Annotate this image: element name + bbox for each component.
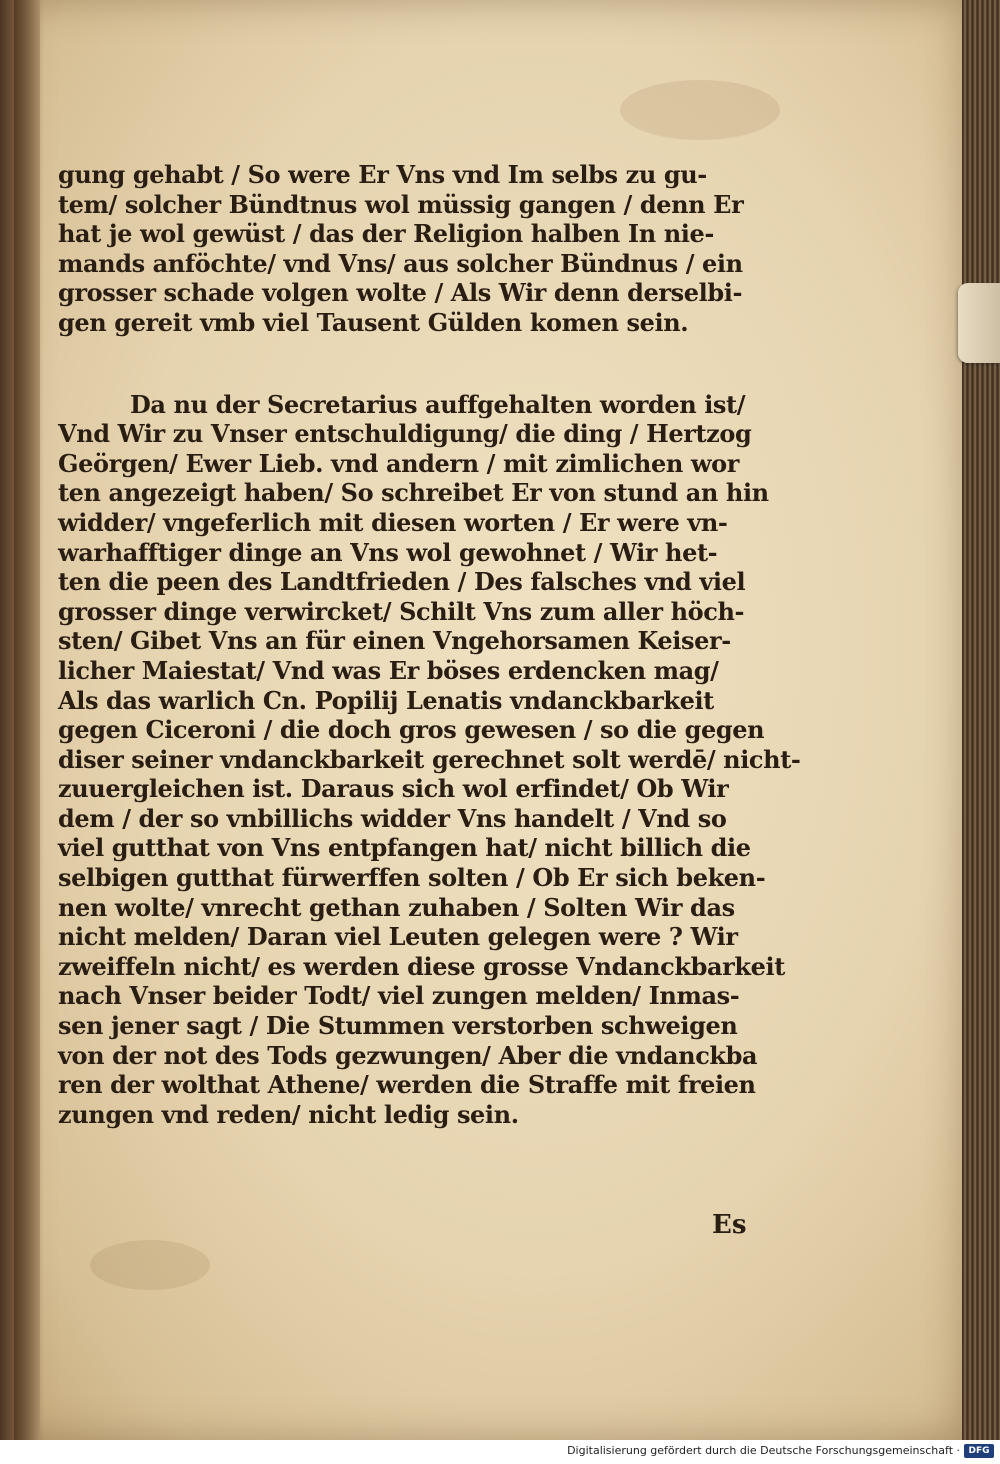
text-line: nen wolte/ vnrecht gethan zuhaben / Solten Wir das — [58, 892, 735, 922]
text-line: dem / der so vnbillichs widder Vns handelt / Vnd so — [58, 803, 727, 833]
funding-notice: Digitalisierung gefördert durch die Deutsche Forschungsgemeinschaft · — [567, 1444, 960, 1457]
text-line: Als das warlich Cn. Popilij Lenatis vndanckbarkeit — [58, 685, 714, 715]
text-line: mands anföchte/ vnd Vns/ aus solcher Bündnus / ein — [58, 248, 743, 278]
text-line: grosser dinge verwircket/ Schilt Vns zum aller höch- — [58, 596, 745, 626]
text-line: licher Maiestat/ Vnd was Er böses erdencken mag/ — [58, 655, 719, 685]
text-line: tem/ solcher Bündtnus wol müssig gangen / denn Er — [58, 189, 744, 219]
text-line: sten/ Gibet Vns an für einen Vngehorsamen Keiser- — [58, 626, 731, 656]
text-line: zungen vnd reden/ nicht ledig sein. — [58, 1099, 519, 1129]
text-line: nicht melden/ Daran viel Leuten gelegen were ? Wir — [58, 922, 738, 952]
text-line: gen gereit vmb viel Tausent Gülden komen sein. — [58, 307, 689, 337]
text-line: hat je wol gewüst / das der Religion halben In nie- — [58, 219, 714, 249]
gutter-shadow — [14, 0, 44, 1440]
text-line: nach Vnser beider Todt/ viel zungen melden/ Inmas- — [58, 981, 740, 1011]
text-line: zuuergleichen ist. Daraus sich wol erfindet/ Ob Wir — [58, 774, 729, 804]
body-text — [58, 160, 801, 1129]
text-line: gegen Ciceroni / die doch gros gewesen / so die gegen — [58, 715, 765, 745]
text-line: Geörgen/ Ewer Lieb. vnd andern / mit zimlichen wor — [58, 448, 739, 478]
text-line: widder/ vngeferlich mit diesen worten / Er were vn- — [58, 507, 728, 537]
text-line: sen jener sagt / Die Stummen verstorben schweigen — [58, 1011, 738, 1041]
text-line: Da nu der Secretarius auffgehalten worden ist/ — [130, 389, 746, 419]
catchword: Es — [712, 1210, 747, 1240]
text-line: ten die peen des Landtfrieden / Des falsches vnd viel — [58, 567, 746, 597]
text-line: selbigen gutthat fürwerffen solten / Ob Er sich beken- — [58, 863, 766, 893]
dfg-logo: DFG — [964, 1444, 994, 1458]
text-line: von der not des Tods gezwungen/ Aber die vndanckba — [58, 1040, 758, 1070]
text-line: zweiffeln nicht/ es werden diese grosse Vndanckbarkeit — [58, 951, 785, 981]
text-line: diser seiner vndanckbarkeit gerechnet solt werdē/ nicht- — [58, 744, 801, 774]
text-line: ren der wolthat Athene/ werden die Straffe mit freien — [58, 1070, 756, 1100]
paper-stain — [620, 80, 780, 140]
paragraph-gap — [58, 338, 758, 390]
paper-stain — [90, 1240, 210, 1290]
text-line: warhafftiger dinge an Vns wol gewohnet / Wir het- — [58, 537, 718, 567]
footer-bar — [0, 1440, 1000, 1464]
text-line: viel gutthat von Vns entpfangen hat/ nicht billich die — [58, 833, 751, 863]
text-line: Vnd Wir zu Vnser entschuldigung/ die ding / Hertzog — [58, 419, 752, 449]
text-line: gung gehabt / So were Er Vns vnd Im selbs zu gu- — [58, 160, 707, 189]
page-stack-edges — [962, 0, 1000, 1440]
text-line: grosser schade volgen wolte / Als Wir denn derselbi- — [58, 278, 743, 308]
page-tab-marker — [958, 283, 1000, 363]
text-line: ten angezeigt haben/ So schreibet Er von stund an hin — [58, 478, 769, 508]
